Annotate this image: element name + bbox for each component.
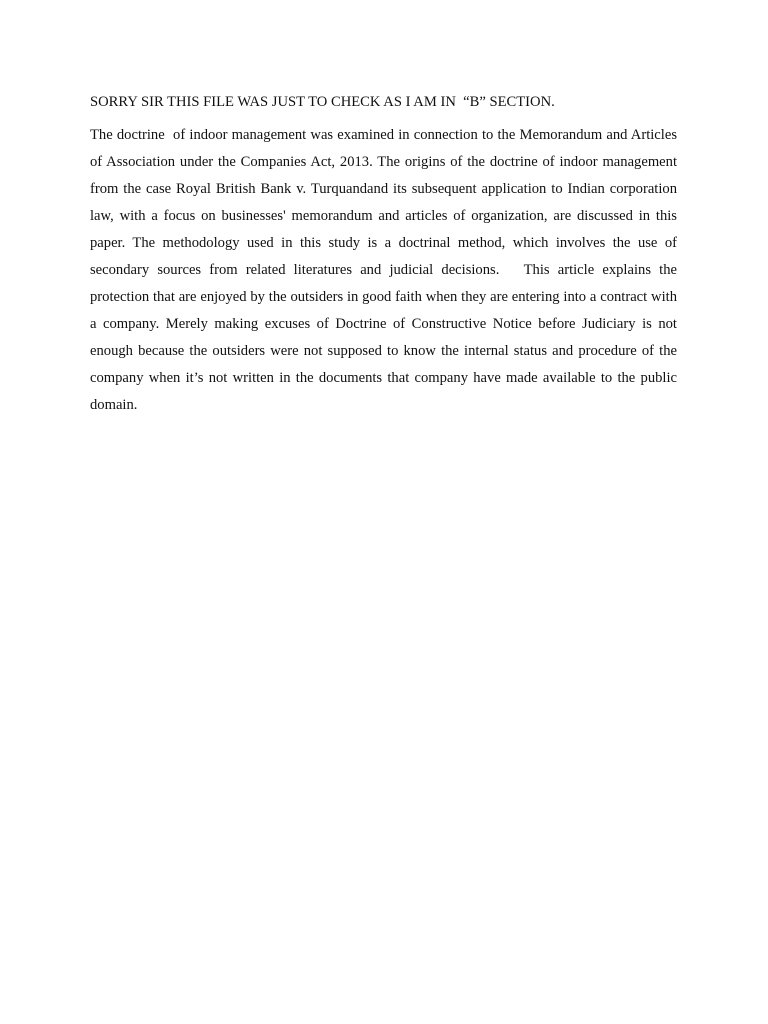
abstract-paragraph: The doctrine of indoor management was examined in connection to the Memorandum and Articles of Association under the Companies Act, 2013. The origins of the doctrine of indoor management from the case Royal British Bank v. Turquandand its subsequent application to Indian corporation law, with a focus on businesses' memorandum and articles of organization, are discussed in this paper. The methodology used in this study is a doctrinal method, which involves the use of secondary sources from related literatures and judicial decisions. This article explains the protection that are enjoyed by the outsiders in good faith when they are entering into a contract with a company. Merely making excuses of Doctrine of Constructive Notice before Judiciary is not enough because the outsiders were not supposed to know the internal status and procedure of the company when it’s not written in the documents that company have made available to the public domain. <box>90 127 681 413</box>
document-heading: SORRY SIR THIS FILE WAS JUST TO CHECK AS I AM IN “B” SECTION. <box>90 94 555 110</box>
document-body <box>90 92 681 419</box>
